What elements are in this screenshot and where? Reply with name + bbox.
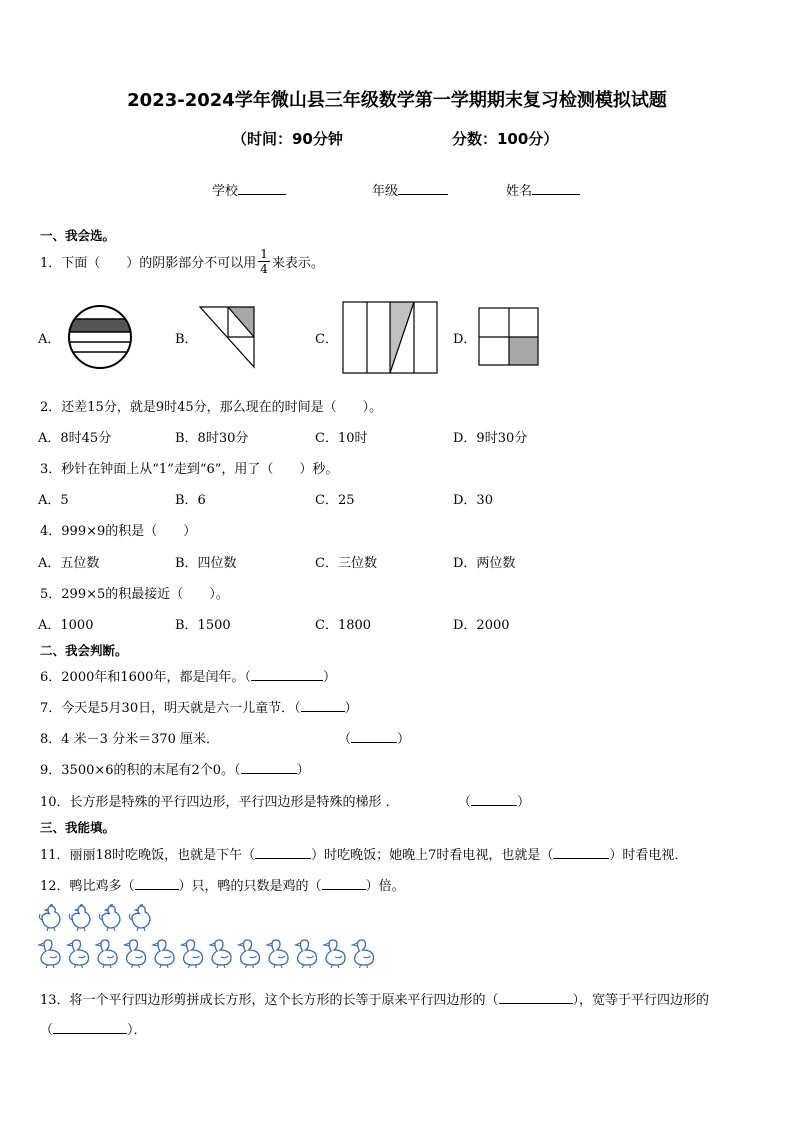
school-label: 学校	[212, 184, 239, 199]
grade-label: 年级	[372, 184, 399, 199]
duck-icon	[68, 940, 89, 968]
q11-blank-2[interactable]	[553, 858, 609, 859]
q2-option-a[interactable]: A．8时45分	[38, 431, 112, 446]
question-9	[40, 759, 310, 778]
question-12	[40, 875, 405, 894]
school-field[interactable]	[212, 180, 286, 199]
question-13	[40, 989, 709, 1008]
q5-option-b[interactable]: B．1500	[175, 618, 231, 633]
fraction-one-quarter	[258, 248, 270, 275]
chicken-icon	[69, 905, 90, 931]
q4-option-b[interactable]: B．四位数	[175, 556, 237, 571]
question-10: 10．长方形是特殊的平行四边形，平行四边形是特殊的梯形 ．	[40, 795, 399, 810]
q13-text-d: ）．	[127, 1023, 147, 1038]
question-11	[40, 844, 687, 863]
figure-d-grid	[478, 307, 540, 367]
q3-option-a[interactable]: A．5	[38, 493, 69, 508]
q13-text-b: ），宽等于平行四边形的	[572, 993, 710, 1008]
duck-icon	[153, 940, 174, 968]
q10-close: ）	[517, 795, 531, 810]
q12-text-a: 12．鸭比鸡多（	[40, 879, 135, 894]
q1-option-d[interactable]: D．	[453, 332, 477, 347]
q8-close: ）	[397, 732, 411, 747]
q2-option-c[interactable]: C．10时	[315, 431, 368, 446]
question-13-continued	[40, 1019, 147, 1038]
duck-icon	[324, 940, 345, 968]
school-blank[interactable]	[238, 194, 286, 195]
q4-option-a[interactable]: A．五位数	[38, 556, 100, 571]
q9-text: 9．3500×6的积的末尾有2个0。（	[40, 763, 241, 778]
q8-answer	[338, 728, 410, 747]
q12-blank-1[interactable]	[135, 889, 179, 890]
q1-option-c[interactable]: C．	[315, 332, 338, 347]
q2-option-d[interactable]: D．9时30分	[453, 431, 528, 446]
q3-option-b[interactable]: B．6	[175, 493, 206, 508]
q1-option-a[interactable]: A．	[38, 332, 61, 347]
duck-icon	[239, 940, 260, 968]
name-blank[interactable]	[532, 194, 580, 195]
q1-option-b[interactable]: B．	[175, 332, 198, 347]
q5-option-c[interactable]: C．1800	[315, 618, 372, 633]
question-3: 3．秒针在钟面上从“1”走到“6”，用了（ ）秒。	[40, 462, 339, 477]
name-label: 姓名	[506, 184, 533, 199]
duck-icon	[210, 940, 231, 968]
duck-icon	[353, 940, 374, 968]
figure-b-triangle	[198, 305, 258, 369]
section-heading-3: 三、我能填。	[40, 820, 116, 835]
q10-answer	[458, 791, 530, 810]
chicken-icon	[99, 905, 120, 931]
question-6	[40, 666, 336, 685]
q5-option-a[interactable]: A．1000	[38, 618, 94, 633]
duck-icon	[267, 940, 288, 968]
q7-close: ）	[344, 701, 358, 716]
duck-icon	[125, 940, 146, 968]
figure-c-rectangle	[342, 301, 438, 375]
q11-blank-1[interactable]	[255, 858, 311, 859]
grade-blank[interactable]	[398, 194, 448, 195]
q10-answer-blank[interactable]	[471, 805, 517, 806]
duck-icon	[296, 940, 317, 968]
q8-open: （	[338, 732, 352, 747]
duck-icon	[96, 940, 117, 968]
q1-text-a: 1．下面（ ）的阴影部分不可以用	[40, 256, 257, 271]
duck-icon	[39, 940, 60, 968]
q1-text-b: 来表示。	[271, 256, 324, 271]
q3-option-d[interactable]: D．30	[453, 493, 493, 508]
exam-time: （时间：90分钟	[232, 130, 343, 148]
section-heading-2: 二、我会判断。	[40, 643, 128, 658]
q11-text-a: 11．丽丽18时吃晚饭，也就是下午（	[40, 848, 256, 863]
q9-close: ）	[296, 763, 310, 778]
exam-score: 分数：100分）	[452, 130, 559, 148]
question-7	[40, 697, 358, 716]
section-heading-1: 一、我会选。	[40, 228, 116, 243]
q7-text: 7．今天是5月30日，明天就是六一儿童节．（	[40, 701, 301, 716]
q4-option-d[interactable]: D．两位数	[453, 556, 516, 571]
question-8: 8．4 米－3 分米＝370 厘米．	[40, 732, 220, 747]
q7-answer-blank[interactable]	[301, 711, 345, 712]
q8-answer-blank[interactable]	[351, 742, 397, 743]
name-field[interactable]	[506, 180, 580, 199]
q11-text-b: ）时吃晚饭；她晚上7时看电视，也就是（	[311, 848, 554, 863]
fraction-denominator: 4	[260, 262, 268, 276]
q13-text-c: （	[40, 1023, 54, 1038]
q9-answer-blank[interactable]	[241, 773, 297, 774]
q13-blank-1[interactable]	[499, 1003, 573, 1004]
fraction-numerator: 1	[260, 247, 268, 261]
q13-blank-2[interactable]	[53, 1033, 127, 1034]
q2-option-b[interactable]: B．8时30分	[175, 431, 249, 446]
q12-text-b: ）只，鸭的只数是鸡的（	[178, 879, 322, 894]
question-5: 5．299×5的积最接近（ ）。	[40, 587, 229, 602]
q6-close: ）	[322, 670, 336, 685]
q12-text-c: ）倍。	[365, 879, 405, 894]
q13-text-a: 13．将一个平行四边形剪拼成长方形，这个长方形的长等于原来平行四边形的（	[40, 993, 499, 1008]
q5-option-d[interactable]: D．2000	[453, 618, 510, 633]
page-title: 2023-2024学年微山县三年级数学第一学期期末复习检测模拟试题	[127, 90, 667, 111]
chicken-icon	[129, 905, 150, 931]
q3-option-c[interactable]: C．25	[315, 493, 355, 508]
chicken-icon	[39, 905, 60, 931]
q11-text-c: ）时看电视．	[609, 848, 688, 863]
q4-option-c[interactable]: C．三位数	[315, 556, 377, 571]
q6-text: 6．2000年和1600年，都是闰年。（	[40, 670, 251, 685]
question-1	[40, 248, 324, 275]
question-4: 4．999×9的积是（ ）	[40, 524, 197, 539]
q10-open: （	[458, 795, 472, 810]
grade-field[interactable]	[372, 180, 448, 199]
q12-blank-2[interactable]	[322, 889, 366, 890]
question-2: 2．还差15分，就是9时45分，那么现在的时间是（ ）。	[40, 400, 383, 415]
chickens-and-ducks-illustration	[36, 902, 386, 974]
q6-answer-blank[interactable]	[251, 680, 323, 681]
duck-icon	[182, 940, 203, 968]
figure-a-circle	[67, 304, 133, 370]
